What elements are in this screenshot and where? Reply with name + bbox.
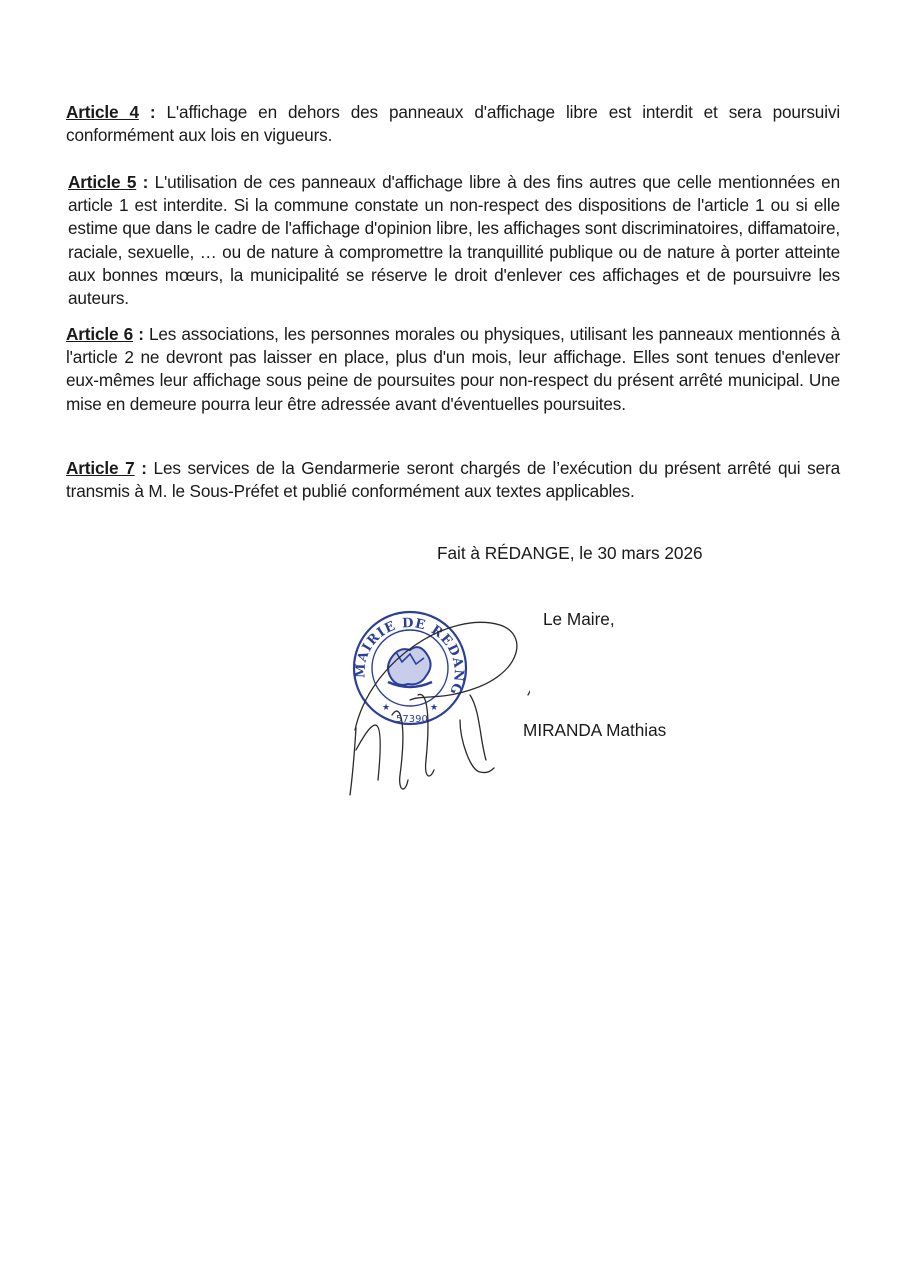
article-6-text: Les associations, les personnes morales ou physiques, utilisant les panneaux mentionnés à l'article 2 ne devront pas laisser en place, plus d'un mois, leur affichage. Elles sont tenues d'enlever eux-mêmes leur affichage sous peine de poursuites pour non-respect du présent arrêté municipal. Une mise en demeure pourra leur être adressée avant d'éventuelles poursuites. bbox=[66, 324, 841, 414]
article-4-label: Article 4 bbox=[66, 102, 139, 122]
mayor-title: Le Maire, bbox=[543, 609, 615, 629]
article-6-separator: : bbox=[133, 324, 149, 344]
mayor-seal-and-signature bbox=[330, 600, 530, 810]
seal-code: 57390 bbox=[396, 714, 428, 725]
article-7-text: Les services de la Gendarmerie seront chargés de l’exécution du présent arrêté qui sera transmis à M. le Sous-Préfet et publié conformément aux textes applicables. bbox=[66, 458, 840, 502]
seal-stamp-svg bbox=[330, 600, 530, 810]
mayor-name: MIRANDA Mathias bbox=[523, 720, 667, 740]
article-5-separator: : bbox=[136, 172, 155, 192]
article-4-text: L'affichage en dehors des panneaux d'affichage libre est interdit et sera poursuivi conformément aux lois en vigueurs. bbox=[66, 102, 840, 146]
official-seal bbox=[330, 600, 466, 725]
article-7-label: Article 7 bbox=[66, 458, 135, 478]
date-place-line: Fait à RÉDANGE, le 30 mars 2026 bbox=[437, 543, 703, 563]
article-5 bbox=[68, 171, 840, 310]
article-4-separator: : bbox=[138, 102, 167, 122]
article-4 bbox=[66, 101, 840, 147]
article-7-separator: : bbox=[134, 458, 154, 478]
article-7 bbox=[66, 457, 840, 503]
seal-text: MAIRIE DE REDANG bbox=[353, 615, 466, 698]
article-6 bbox=[66, 323, 840, 416]
article-5-text: L'utilisation de ces panneaux d'affichage libre à des fins autres que celle mentionnées en article 1 est interdite. Si la commune constate un non-respect des dispositions de l'article 1 ou si elle estime que dans le cadre de l'affichage d'opinion libre, les affichages sont discriminatoires, diffamatoire, raciale, sexuelle, … ou de nature à compromettre la tranquillité publique ou de nature à porter atteinte aux bonnes mœurs, la municipalité se réserve le droit d'enlever ces affichages et de poursuivre les auteurs. bbox=[68, 172, 840, 309]
svg-text:★: ★ bbox=[430, 703, 439, 713]
article-5-label: Article 5 bbox=[68, 172, 137, 192]
article-6-label: Article 6 bbox=[66, 324, 134, 344]
svg-text:★: ★ bbox=[382, 703, 391, 713]
